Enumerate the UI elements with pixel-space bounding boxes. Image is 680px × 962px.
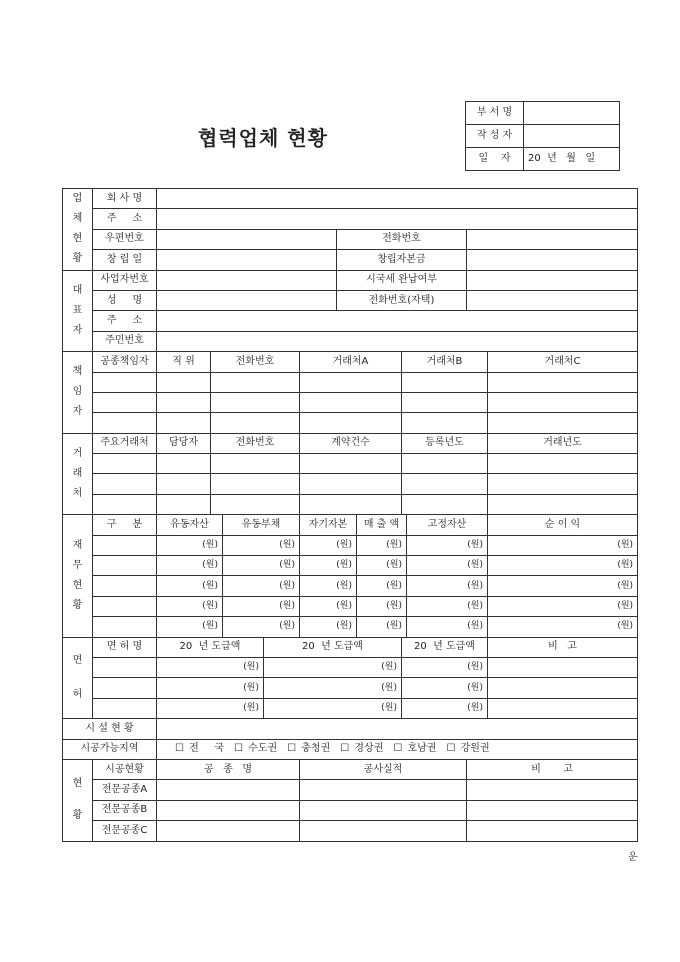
- region-checkbox[interactable]: ☐ 전 국: [175, 743, 224, 755]
- phone-label: 전화번호: [337, 229, 467, 249]
- construction-row: 전문공종A: [63, 780, 638, 800]
- finance-header: 고정자산: [407, 515, 488, 535]
- construction-category: 현 황: [63, 759, 93, 841]
- regions-label: 시공가능지역: [63, 739, 157, 759]
- license-row: (원) (원) (원): [63, 678, 638, 698]
- finance-row: (원) (원) (원) (원) (원) (원): [63, 556, 638, 576]
- manager-category: 책 임 자: [63, 352, 93, 434]
- capital-label: 창립자본금: [337, 250, 467, 270]
- home-phone-field[interactable]: [467, 290, 638, 310]
- manager-header: 전화번호: [211, 352, 300, 372]
- clients-category: 거 래 처: [63, 433, 93, 515]
- finance-category: 재 무 현 황: [63, 515, 93, 637]
- home-phone-label: 전화번호(자택): [337, 290, 467, 310]
- finance-row: (원) (원) (원) (원) (원) (원): [63, 535, 638, 555]
- license-row: (원) (원) (원): [63, 657, 638, 677]
- phone-field[interactable]: [467, 229, 638, 249]
- clients-row: [63, 454, 638, 474]
- license-header: 20 년 도급액: [157, 637, 264, 657]
- writer-label: 작 성 자: [466, 125, 524, 148]
- manager-header: 거래처B: [402, 352, 488, 372]
- manager-row: [63, 372, 638, 392]
- facility-field[interactable]: [157, 719, 638, 739]
- license-category: 면 허: [63, 637, 93, 719]
- region-checkbox[interactable]: ☐ 경상권: [340, 743, 384, 755]
- date-field[interactable]: 20 년 월 일: [524, 148, 620, 171]
- finance-row: (원) (원) (원) (원) (원) (원): [63, 617, 638, 637]
- clients-header: 담당자: [157, 433, 211, 453]
- resident-no-label: 주민번호: [93, 331, 157, 351]
- construction-header: 시공현황: [93, 759, 157, 779]
- manager-header: 거래처A: [300, 352, 402, 372]
- license-header: 20 년 도급액: [402, 637, 488, 657]
- dept-label: 부 서 명: [466, 102, 524, 125]
- clients-header: 전화번호: [211, 433, 300, 453]
- company-address-label: 주 소: [93, 209, 157, 229]
- tax-label: 시국세 완납여부: [337, 270, 467, 290]
- page-title: 협력업체 현황: [198, 126, 328, 150]
- bizno-field[interactable]: [157, 270, 337, 290]
- resident-no-field[interactable]: [157, 331, 638, 351]
- license-header: 20 년 도급액: [264, 637, 402, 657]
- company-category: 업 체 현 황: [63, 189, 93, 271]
- clients-row: [63, 494, 638, 514]
- construction-row: 전문공종C: [63, 821, 638, 841]
- license-header: 비 고: [488, 637, 638, 657]
- bizno-label: 사업자번호: [93, 270, 157, 290]
- manager-header: 공종책임자: [93, 352, 157, 372]
- finance-header: 매 출 액: [357, 515, 407, 535]
- founded-label: 창 립 일: [93, 250, 157, 270]
- finance-header: 구 분: [93, 515, 157, 535]
- finance-header: 자기자본: [300, 515, 357, 535]
- company-name-label: 회 사 명: [93, 189, 157, 209]
- finance-header: 유동부채: [223, 515, 300, 535]
- clients-header: 주요거래처: [93, 433, 157, 453]
- dept-field[interactable]: [524, 102, 620, 125]
- manager-header: 거래처C: [488, 352, 638, 372]
- side-mark: 운: [628, 852, 638, 863]
- clients-row: [63, 474, 638, 494]
- clients-header: 등록년도: [402, 433, 488, 453]
- finance-row: (원) (원) (원) (원) (원) (원): [63, 576, 638, 596]
- region-checkbox[interactable]: ☐ 강원권: [446, 743, 490, 755]
- main-form: [62, 188, 638, 842]
- construction-header: 공 종 명: [157, 759, 300, 779]
- tax-field[interactable]: [467, 270, 638, 290]
- capital-field[interactable]: [467, 250, 638, 270]
- rep-address-label: 주 소: [93, 311, 157, 331]
- rep-address-field[interactable]: [157, 311, 638, 331]
- postal-field[interactable]: [157, 229, 337, 249]
- writer-field[interactable]: [524, 125, 620, 148]
- construction-header: 비 고: [467, 759, 638, 779]
- postal-label: 우편번호: [93, 229, 157, 249]
- founded-field[interactable]: [157, 250, 337, 270]
- facility-label: 시 설 현 황: [63, 719, 157, 739]
- manager-row: [63, 413, 638, 433]
- license-row: (원) (원) (원): [63, 698, 638, 718]
- region-checkbox[interactable]: ☐ 호남권: [393, 743, 437, 755]
- approval-box: [465, 101, 620, 171]
- construction-header: 공사실적: [300, 759, 467, 779]
- date-label: 일 자: [466, 148, 524, 171]
- finance-row: (원) (원) (원) (원) (원) (원): [63, 596, 638, 616]
- manager-header: 직 위: [157, 352, 211, 372]
- clients-header: 거래년도: [488, 433, 638, 453]
- manager-row: [63, 392, 638, 412]
- clients-header: 계약건수: [300, 433, 402, 453]
- finance-header: 순 이 익: [488, 515, 638, 535]
- regions-options[interactable]: [157, 739, 638, 759]
- region-checkbox[interactable]: ☐ 충청권: [287, 743, 331, 755]
- region-checkbox[interactable]: ☐ 수도권: [234, 743, 278, 755]
- rep-category: 대 표 자: [63, 270, 93, 352]
- company-address-field[interactable]: [157, 209, 638, 229]
- construction-row: 전문공종B: [63, 800, 638, 820]
- rep-name-field[interactable]: [157, 290, 337, 310]
- license-header: 면 허 명: [93, 637, 157, 657]
- company-name-field[interactable]: [157, 189, 638, 209]
- rep-name-label: 성 명: [93, 290, 157, 310]
- finance-header: 유동자산: [157, 515, 223, 535]
